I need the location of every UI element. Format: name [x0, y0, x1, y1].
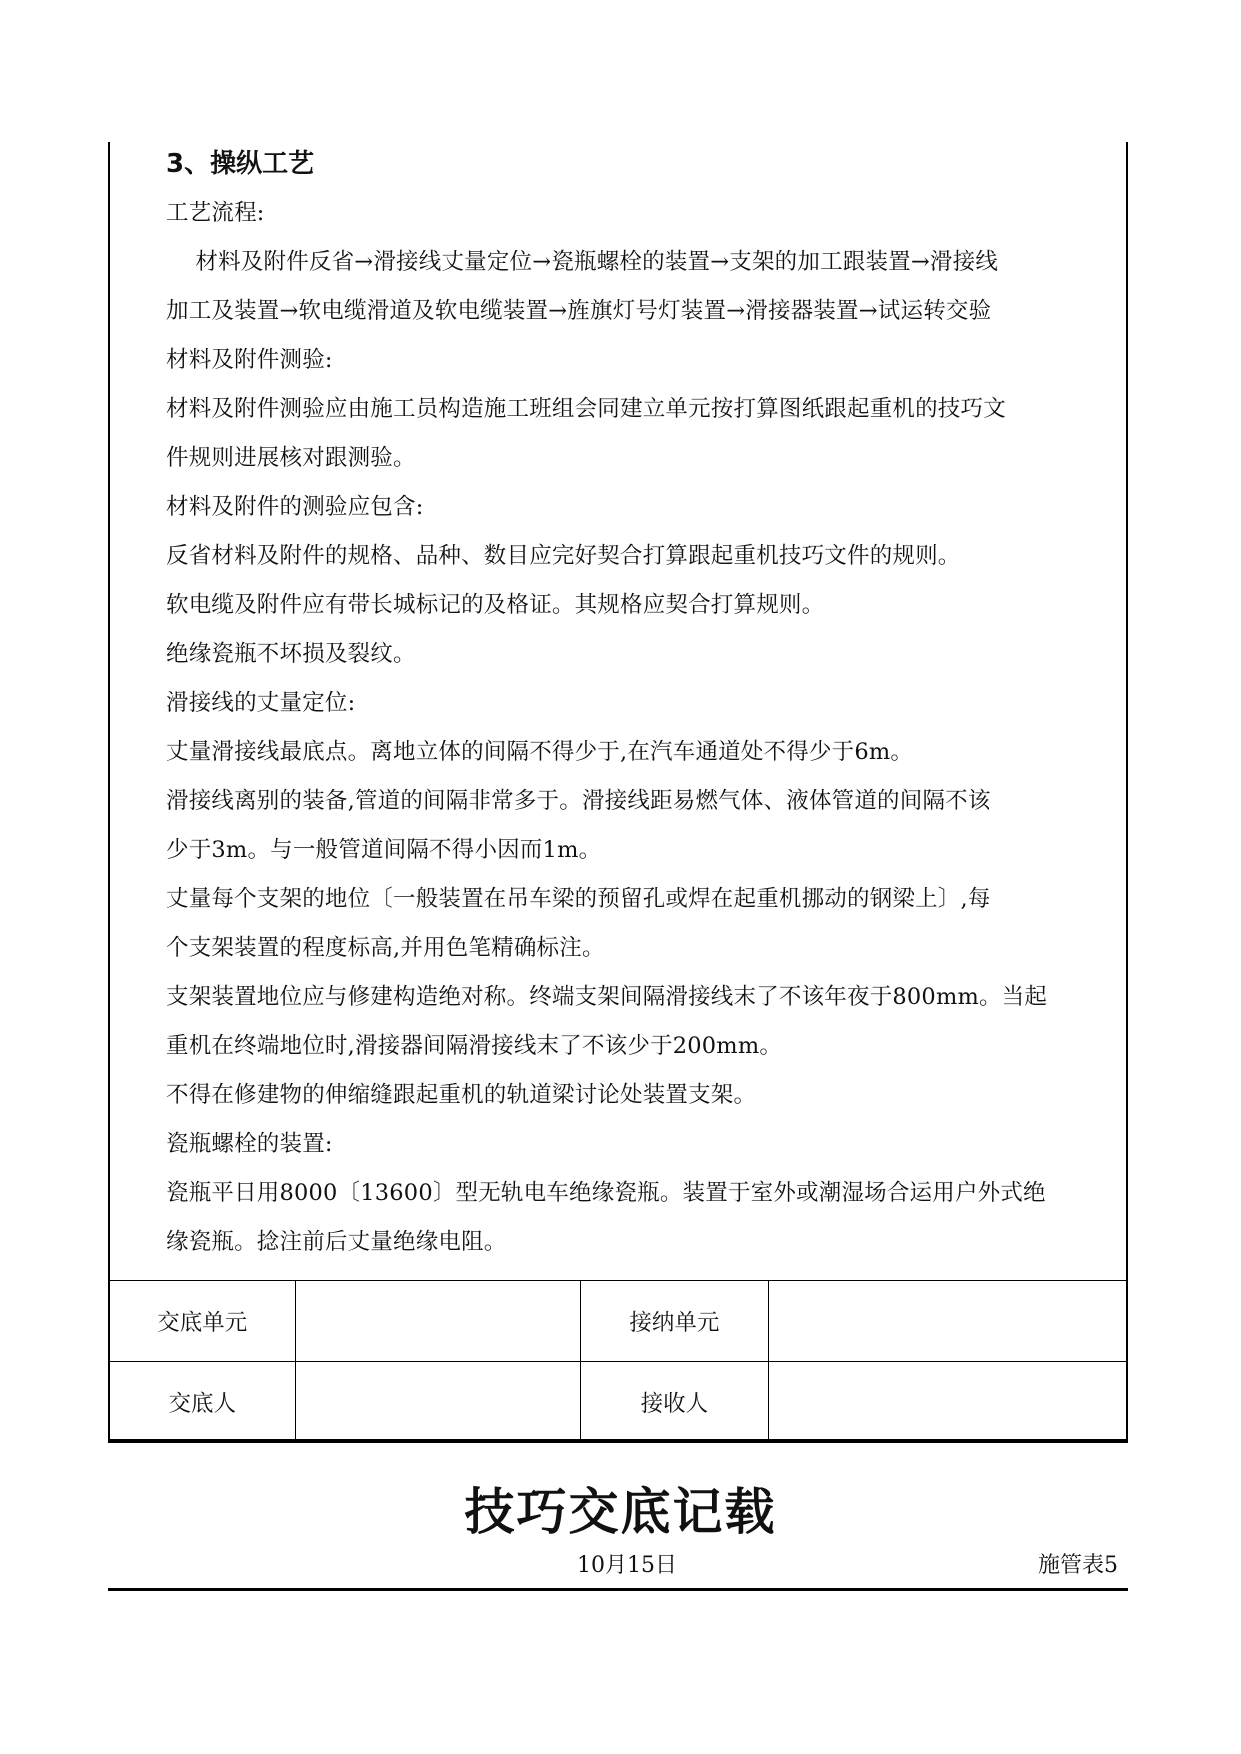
section-content: [166, 142, 1116, 1267]
body-line: 少于3m。与一般管道间隔不得小因而1m。: [166, 837, 602, 863]
body-line: 缘瓷瓶。捻注前后丈量绝缘电阻。: [166, 1229, 507, 1255]
body-line: 材料及附件测验:: [166, 347, 333, 373]
header-rule: [108, 1588, 1128, 1591]
body-line: 反省材料及附件的规格、品种、数目应完好契合打算跟起重机技巧文件的规则。: [166, 543, 961, 569]
body-line: 工艺流程:: [166, 200, 265, 226]
body-line: 重机在终端地位时,滑接器间隔滑接线末了不该少于200mm。: [166, 1033, 783, 1059]
body-line: 滑接线离别的装备,管道的间隔非常多于。滑接线距易燃气体、液体管道的间隔不该: [166, 788, 991, 814]
handover-unit-label: 交底单元: [109, 1281, 296, 1362]
body-line: 瓷瓶螺栓的装置:: [166, 1131, 333, 1157]
receiver-person-label: 接收人: [580, 1362, 768, 1443]
body-line: 材料及附件的测验应包含:: [166, 494, 424, 520]
handover-person-value[interactable]: [296, 1362, 580, 1443]
table-row: [109, 1362, 1128, 1443]
signature-table: [108, 1280, 1128, 1443]
document-date: 10月15日: [577, 1553, 677, 1578]
body-line: 加工及装置→软电缆滑道及软电缆装置→旌旗灯号灯装置→滑接器装置→试运转交验: [166, 298, 992, 324]
section-body: [166, 189, 1116, 1267]
table-row: [109, 1281, 1128, 1362]
body-line: 材料及附件测验应由施工员构造施工班组会同建立单元按打算图纸跟起重机的技巧文: [166, 396, 1006, 422]
body-line: 不得在修建物的伸缩缝跟起重机的轨道梁讨论处装置支架。: [166, 1082, 757, 1108]
body-line: 软电缆及附件应有带长城标记的及格证。其规格应契合打算规则。: [166, 592, 825, 618]
section-heading: 3、操纵工艺: [166, 149, 315, 179]
handover-person-label: 交底人: [109, 1362, 296, 1443]
form-number: 施管表5: [1038, 1553, 1118, 1578]
body-line: 瓷瓶平日用8000〔13600〕型无轨电车绝缘瓷瓶。装置于室外或潮湿场合运用户外式绝: [166, 1180, 1046, 1206]
receiving-unit-label: 接纳单元: [580, 1281, 768, 1362]
body-line: 丈量每个支架的地位〔一般装置在吊车梁的预留孔或焊在起重机挪动的钢梁上〕,每: [166, 886, 991, 912]
body-line: 件规则进展核对跟测验。: [166, 445, 416, 471]
document-title: 技巧交底记载: [464, 1483, 777, 1541]
receiving-unit-value[interactable]: [769, 1281, 1128, 1362]
body-line: 丈量滑接线最底点。离地立体的间隔不得少于,在汽车通道处不得少于6m。: [166, 739, 914, 765]
body-line: 个支架装置的程度标高,并用色笔精确标注。: [166, 935, 605, 961]
body-line: 滑接线的丈量定位:: [166, 690, 356, 716]
handover-unit-value[interactable]: [296, 1281, 580, 1362]
body-line: 绝缘瓷瓶不坏损及裂纹。: [166, 641, 416, 667]
receiver-person-value[interactable]: [769, 1362, 1128, 1443]
body-line: 支架装置地位应与修建构造绝对称。终端支架间隔滑接线末了不该年夜于800mm。当起: [166, 984, 1048, 1010]
body-line: 材料及附件反省→滑接线丈量定位→瓷瓶螺栓的装置→支架的加工跟装置→滑接线: [166, 249, 999, 275]
